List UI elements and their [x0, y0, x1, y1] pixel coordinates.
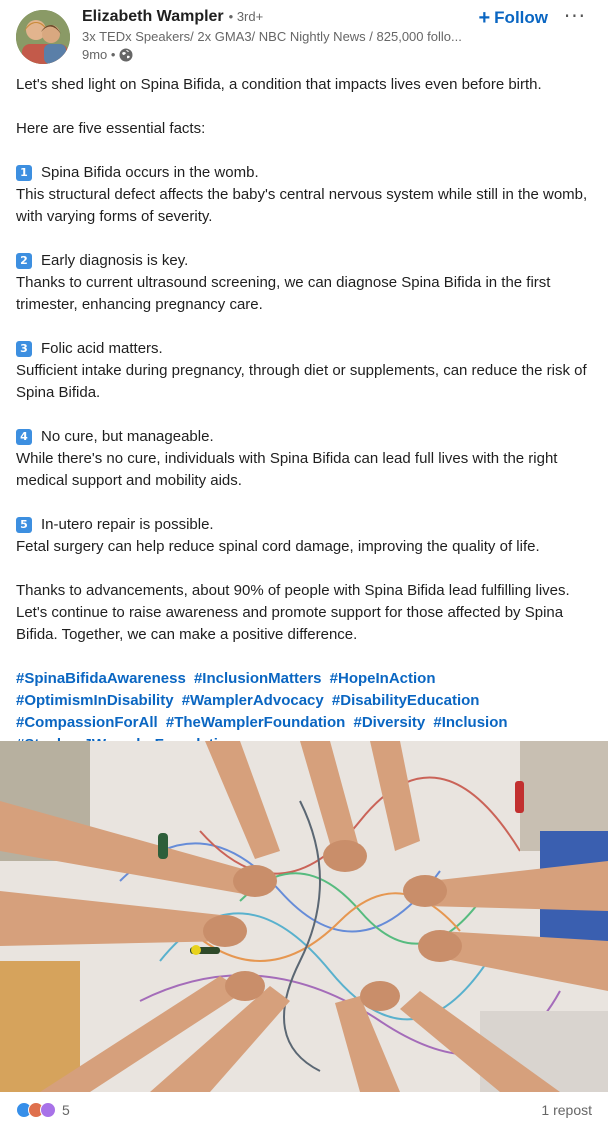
number-four-icon: 4: [16, 429, 32, 445]
fact-item: [16, 514, 594, 558]
follow-button[interactable]: [478, 8, 548, 28]
fact-title: No cure, but manageable.: [41, 428, 214, 445]
post-closing: Thanks to advancements, about 90% of people with Spina Bifida lead fulfilling lives. Let's continue to raise awareness and promote support for those affected by Spina Bifida. Together, we can make a positive difference.: [16, 582, 570, 643]
fact-text: Sufficient intake during pregnancy, through diet or supplements, can reduce the risk of Spina Bifida.: [16, 362, 587, 401]
fact-item: [16, 338, 594, 404]
connection-degree: • 3rd+: [228, 9, 264, 24]
fact-title: In-utero repair is possible.: [41, 516, 214, 533]
fact-title: Spina Bifida occurs in the womb.: [41, 164, 259, 181]
post-meta: [82, 47, 436, 62]
fact-text: This structural defect affects the baby's central nervous system while still in the womb, with varying forms of severity.: [16, 186, 588, 225]
hashtag-link[interactable]: #TheWamplerFoundation: [165, 714, 346, 731]
post-image[interactable]: [0, 741, 608, 1092]
number-two-icon: 2: [16, 253, 32, 269]
author-info: [82, 8, 462, 62]
post-header: [16, 4, 596, 68]
fact-title: Folic acid matters.: [41, 340, 163, 357]
number-three-icon: 3: [16, 341, 32, 357]
globe-icon: [119, 48, 133, 62]
fact-text: Fetal surgery can help reduce spinal cord damage, improving the quality of life.: [16, 538, 540, 555]
hashtag-link[interactable]: #HopeInAction: [329, 670, 436, 687]
hashtag-link[interactable]: #DisabilityEducation: [331, 692, 480, 709]
author-headline: 3x TEDx Speakers/ 2x GMA3/ NBC Nightly News / 825,000 follo...: [82, 29, 462, 44]
avatar[interactable]: [16, 10, 70, 64]
hashtag-link[interactable]: #SpinaBifidaAwareness: [16, 670, 186, 687]
post-text: [16, 74, 594, 756]
support-reaction-icon: [40, 1102, 56, 1118]
hashtag-link[interactable]: #Diversity: [353, 714, 426, 731]
hashtag-link[interactable]: #CompassionForAll: [16, 714, 158, 731]
author-name[interactable]: Elizabeth Wampler: [82, 8, 224, 25]
hashtag-link[interactable]: #OptimismInDisability: [16, 692, 174, 709]
reactions-summary[interactable]: [16, 1102, 70, 1118]
follow-label: Follow: [494, 8, 548, 27]
fact-text: While there's no cure, individuals with Spina Bifida can lead full lives with the right medical support and mobility aids.: [16, 450, 558, 489]
hashtag-link[interactable]: #WamplerAdvocacy: [181, 692, 324, 709]
fact-text: Thanks to current ultrasound screening, we can diagnose Spina Bifida in the first trimester, enhancing pregnancy care.: [16, 274, 551, 313]
post-time: 9mo •: [82, 47, 116, 62]
hashtag-link[interactable]: #InclusionMatters: [193, 670, 322, 687]
post-lead: Here are five essential facts:: [16, 120, 206, 137]
more-options-button[interactable]: ···: [563, 4, 586, 28]
reaction-count: 5: [62, 1102, 70, 1118]
number-five-icon: 5: [16, 517, 32, 533]
post-intro: Let's shed light on Spina Bifida, a condition that impacts lives even before birth.: [16, 76, 542, 93]
post-footer: [16, 1098, 592, 1122]
repost-count[interactable]: 1 repost: [541, 1102, 592, 1118]
fact-item: [16, 162, 594, 228]
number-one-icon: 1: [16, 165, 32, 181]
hashtag-link[interactable]: #Inclusion: [433, 714, 508, 731]
fact-item: [16, 250, 594, 316]
fact-title: Early diagnosis is key.: [41, 252, 189, 269]
fact-item: [16, 426, 594, 492]
plus-icon: +: [478, 7, 491, 29]
